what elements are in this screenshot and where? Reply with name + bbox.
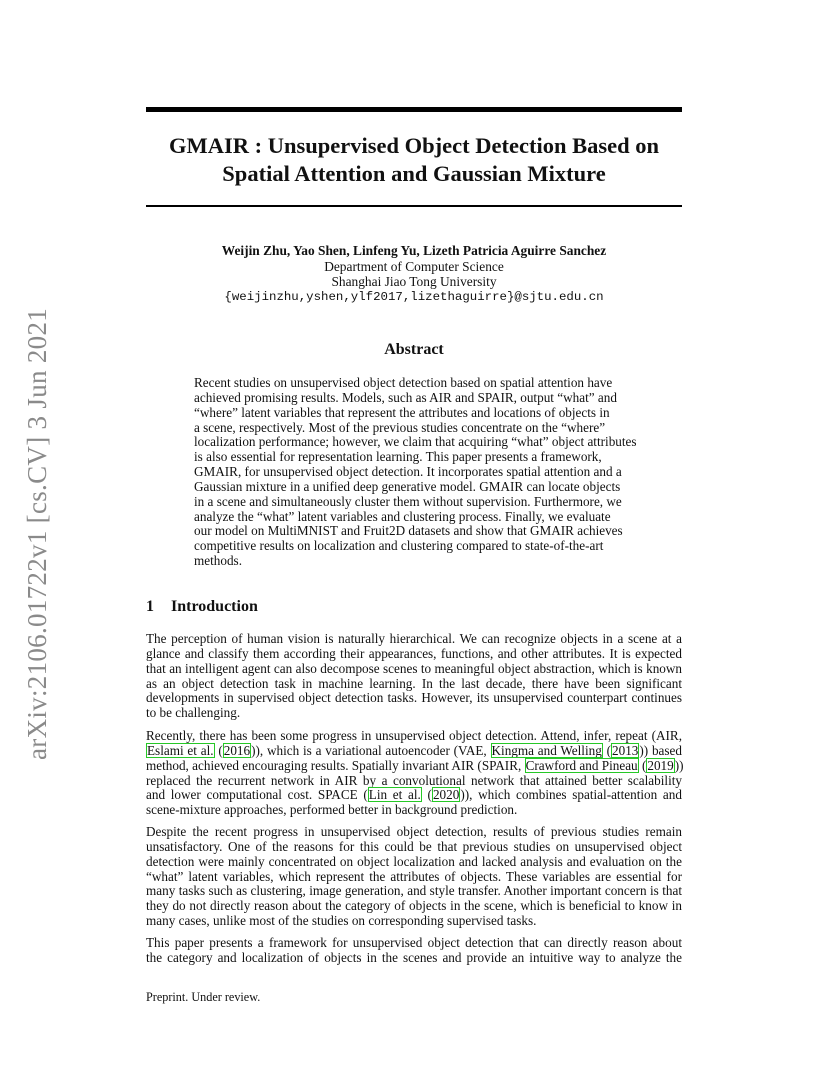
abstract-line: Recent studies on unsupervised object detection based on spatial attention have bbox=[194, 375, 613, 390]
abstract-line: our model on MultiMNIST and Fruit2D datasets and show that GMAIR achieves bbox=[194, 523, 623, 539]
title-line-2: Spatial Attention and Gaussian Mixture bbox=[222, 161, 606, 186]
paragraph-text: ( bbox=[214, 742, 223, 758]
author-email: {weijinzhu,yshen,ylf2017,lizethaguirre}@sjtu.edu.cn bbox=[224, 289, 604, 304]
abstract-line: is also essential for representation learning. This paper presents a framework, bbox=[194, 449, 602, 465]
paragraph-line: many cases, unlike most of the studies on corresponding supervised tasks. bbox=[146, 913, 537, 929]
paragraph-text: ( bbox=[421, 787, 432, 803]
paragraph-text: )), which is a variational autoencoder (VAE, bbox=[251, 742, 491, 758]
paragraph-text: method, achieved encouraging results. Spatially invariant AIR (SPAIR, bbox=[146, 757, 525, 773]
author-department: Department of Computer Science bbox=[324, 258, 504, 274]
citation-link[interactable]: 2016 bbox=[223, 742, 251, 758]
paragraph-line: Recently, there has been some progress in unsupervised object detection. Attend, infer, repeat (AIR, bbox=[146, 728, 682, 743]
abstract-line: methods. bbox=[194, 553, 242, 569]
paragraph-text: )), which combines spatial-attention and bbox=[460, 787, 682, 803]
author-block bbox=[146, 243, 682, 305]
paragraph-line: that an intelligent agent can also decompose scenes to meaningful object abstraction, which is known bbox=[146, 660, 682, 676]
paragraph-text: )) based bbox=[639, 742, 682, 758]
abstract-body bbox=[194, 375, 637, 569]
paragraph-line: the category and localization of objects in the scenes and provide an intuitive way to analyze the bbox=[146, 949, 682, 965]
paragraph-line: “what” latent variables, which represent the attributes of objects. These variables are essential for bbox=[146, 868, 682, 884]
paragraph-text: and lower computational cost. SPACE ( bbox=[146, 787, 368, 803]
abstract-line: analyze the “what” latent variables and clustering process. Finally, we evaluate bbox=[194, 508, 611, 524]
citation-link[interactable]: Lin et al. bbox=[368, 787, 421, 803]
paragraph-line: detection were mainly concentrated on object localization and lacked analysis and evaluation on the bbox=[146, 853, 682, 869]
abstract-heading: Abstract bbox=[384, 341, 444, 358]
footer-note: Preprint. Under review. bbox=[146, 990, 261, 1004]
abstract-line: a scene, respectively. Most of the previous studies concentrate on the “where” bbox=[194, 419, 606, 435]
abstract-line: competitive results on localization and clustering compared to state-of-the-art bbox=[194, 538, 604, 554]
author-university: Shanghai Jiao Tong University bbox=[331, 274, 497, 289]
author-names: Weijin Zhu, Yao Shen, Linfeng Yu, Lizeth Patricia Aguirre Sanchez bbox=[221, 243, 607, 258]
section-title: Introduction bbox=[171, 598, 258, 615]
paragraph-line: scene-mixture approaches, performed better in background prediction. bbox=[146, 802, 518, 818]
paragraph-line bbox=[146, 744, 682, 759]
abstract-line: GMAIR, for unsupervised object detection. It incorporates spatial attention and a bbox=[194, 464, 622, 480]
intro-paragraph-3 bbox=[146, 825, 682, 929]
intro-paragraph-4 bbox=[146, 936, 682, 966]
paragraph-line: they do not directly reason about the category of objects in the scene, which is beneficial to know in bbox=[146, 898, 682, 914]
intro-paragraph-2 bbox=[146, 729, 682, 818]
paragraph-line: as an object detection task in machine learning. In the last decade, there have been significant bbox=[146, 675, 682, 691]
citation-link[interactable]: Crawford and Pineau bbox=[525, 757, 638, 773]
paragraph-text: ( bbox=[638, 757, 647, 773]
abstract-line: achieved promising results. Models, such as AIR and SPAIR, output “what” and bbox=[194, 389, 617, 405]
paragraph-line: many tasks such as clustering, image generation, and style transfer. Another important concern is that bbox=[146, 883, 682, 899]
paragraph-text: ( bbox=[602, 742, 611, 758]
paragraph-line: replaced the recurrent network in AIR by a convolutional network that attained better scalability bbox=[146, 772, 682, 788]
title-bottom-rule bbox=[146, 205, 682, 207]
section-heading-introduction bbox=[146, 597, 258, 617]
paragraph-line: glance and classify them according their appearances, functions, and other attributes. It is expected bbox=[146, 645, 682, 661]
title-top-rule bbox=[146, 107, 682, 112]
abstract-line: Gaussian mixture in a unified deep generative model. GMAIR can locate objects bbox=[194, 478, 621, 494]
citation-link[interactable]: 2013 bbox=[612, 742, 639, 758]
paragraph-line: unsatisfactory. One of the reasons for this could be that previous studies on unsupervised object bbox=[146, 838, 682, 854]
paragraph-line: The perception of human vision is naturally hierarchical. We can recognize objects in a scene at a bbox=[146, 631, 682, 646]
title-line-1: GMAIR : Unsupervised Object Detection Based on bbox=[169, 133, 659, 158]
abstract-line: “where” latent variables that represent the attributes and locations of objects in bbox=[194, 404, 610, 420]
abstract-line: localization performance; however, we claim that acquiring “what” object attributes bbox=[194, 434, 637, 450]
paragraph-line bbox=[146, 759, 682, 774]
paragraph-line: developments in supervised object detection tasks. However, its unsupervised counterpart continues bbox=[146, 690, 682, 706]
section-number: 1 bbox=[146, 598, 154, 615]
abstract-line: in a scene and simultaneously cluster them without supervision. Furthermore, we bbox=[194, 493, 622, 509]
citation-link[interactable]: 2019 bbox=[647, 757, 674, 773]
paragraph-line bbox=[146, 788, 682, 803]
paragraph-line: to be challenging. bbox=[146, 705, 241, 721]
paper-title bbox=[146, 132, 682, 188]
paragraph-text: )) bbox=[674, 757, 684, 773]
paragraph-line: Despite the recent progress in unsupervised object detection, results of previous studies remain bbox=[146, 824, 682, 839]
citation-link[interactable]: Kingma and Welling bbox=[491, 742, 602, 758]
citation-link[interactable]: Eslami et al. bbox=[147, 742, 214, 758]
paragraph-line: This paper presents a framework for unsupervised object detection that can directly reason about bbox=[146, 935, 682, 950]
intro-paragraph-1 bbox=[146, 632, 682, 721]
citation-link[interactable]: 2020 bbox=[432, 787, 460, 803]
arxiv-identifier: arXiv:2106.01722v1 [cs.CV] 3 Jun 2021 bbox=[22, 307, 52, 760]
